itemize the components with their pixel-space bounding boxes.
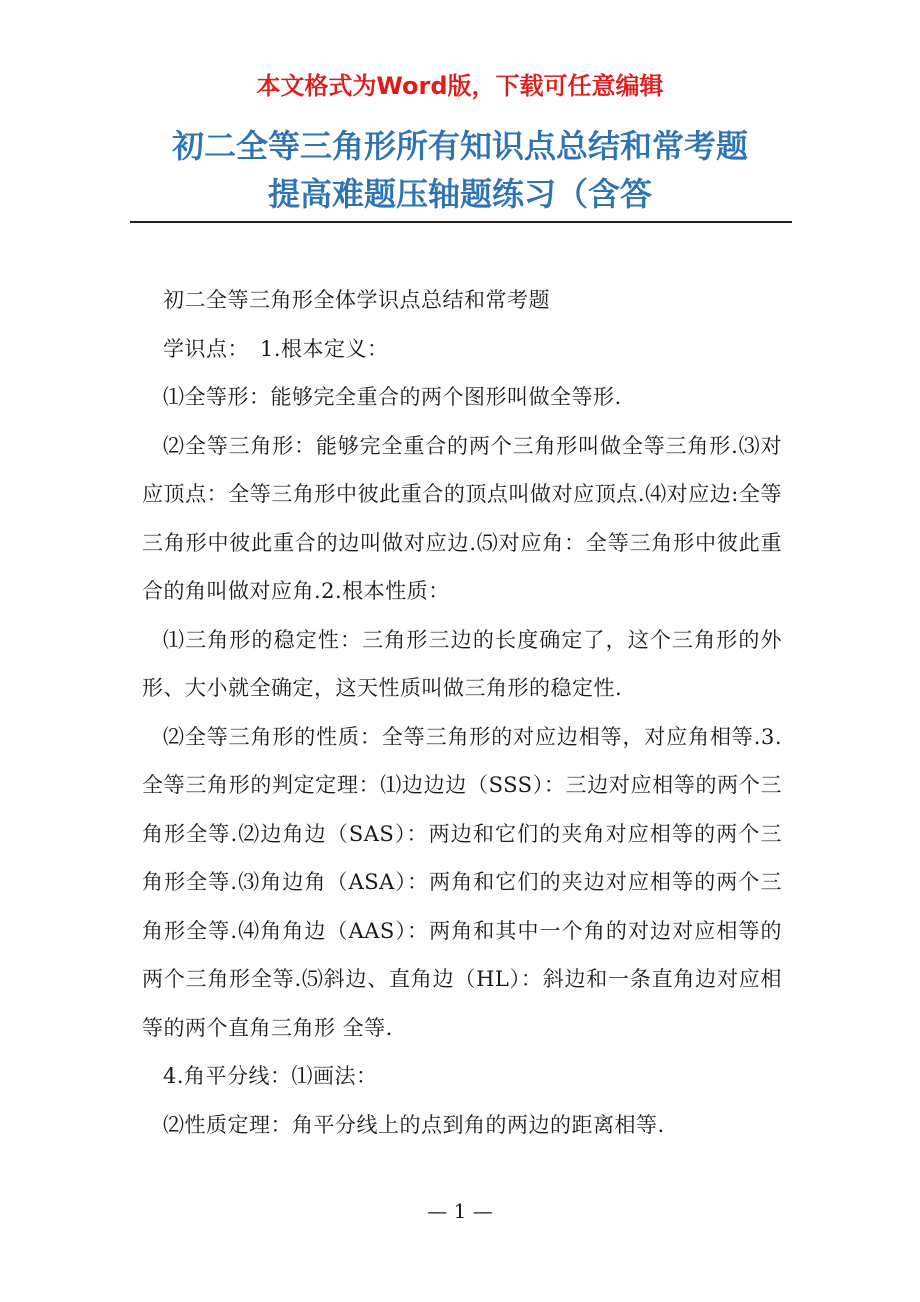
- document-title-line-2: 提高难题压轴题练习（含答: [267, 175, 652, 213]
- paragraph-definitions: ⑵全等三角形：能够完全重合的两个三角形叫做全等三角形.⑶对应顶点：全等三角形中彼此重合的顶点叫做对应顶点.⑷对应边:全等三角形中彼此重合的边叫做对应边.⑸对应角：全等三角形中彼此重合的角叫做对应角.2.根本性质：: [142, 433, 782, 603]
- document-title-line-1: 初二全等三角形所有知识点总结和常考题: [171, 127, 748, 165]
- paragraph-angle-bisector: 4.角平分线：⑴画法：: [163, 1064, 378, 1088]
- paragraph-stability: ⑴三角形的稳定性：三角形三边的长度确定了，这个三角形的外形、大小就全确定，这天性质叫做三角形的稳定性.: [142, 627, 782, 700]
- paragraph-knowledge-points: 学识点： 1.根本定义：: [163, 336, 389, 361]
- paragraph-intro: 初二全等三角形全体学识点总结和常考题: [163, 288, 550, 312]
- paragraph-congruent-figure: ⑴全等形：能够完全重合的两个图形叫做全等形.: [163, 385, 622, 409]
- page-number: — 1 —: [427, 1199, 493, 1223]
- paragraph-bisector-theorem: ⑵性质定理：角平分线上的点到角的两边的距离相等.: [163, 1112, 665, 1137]
- document-body: [142, 276, 782, 1149]
- document-title: [0, 122, 920, 218]
- paragraph-properties-theorems: ⑵全等三角形的性质：全等三角形的对应边相等，对应角相等.3.全等三角形的判定定理：⑴边边边（SSS）：三边对应相等的两个三角形全等.⑵边角边（SAS）：两边和它们的夹角对应相等的两个三角形全等.⑶角边角（ASA）：两角和它们的夹边对应相等的两个三角形全等.⑷角角边（AAS）：两角和其中一个角的对边对应相等的两个三角形全等.⑸斜边、直角边（HL）：斜边和一条直角边对应相等的两个直角三角形 全等.: [142, 724, 782, 1040]
- format-notice: 本文格式为Word版，下载可任意编辑: [256, 72, 664, 100]
- title-divider: [130, 221, 792, 223]
